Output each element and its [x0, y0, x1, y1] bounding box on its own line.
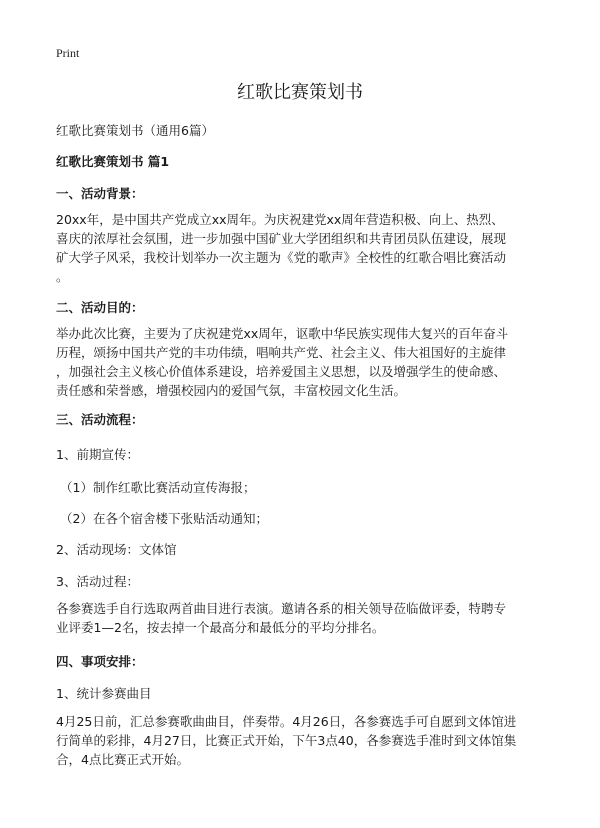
- paragraph-purpose: 举办此次比赛，主要为了庆祝建党xx周年，讴歌中华民族实现伟大复兴的百年奋斗 历程，颂扬中国共产党的丰功伟绩，唱响共产党、社会主义、伟大祖国好的主旋律 ，加强社会主义核心价值体系建设，培养爱国主义思想，以及增强学生的使命感、 责任感和荣誉感，增强校园内的爱国气氛，丰富校园文化生活。: [56, 326, 509, 398]
- process-subitem-notice: （2）在各个宿舍楼下张贴活动通知；: [60, 511, 268, 526]
- arrangement-item-songs: 1、统计参赛曲目: [56, 686, 152, 701]
- process-item-venue: 2、活动现场：文体馆: [56, 542, 177, 557]
- heading-purpose: 二、活动目的：: [56, 300, 144, 315]
- paragraph-procedure: 各参赛选手自行选取两首曲目进行表演。邀请各系的相关领导莅临做评委，特聘专 业评委1—2名，按去掉一个最高分和最低分的平均分排名。: [56, 601, 507, 635]
- process-item-publicity: 1、前期宣传：: [56, 447, 139, 462]
- paragraph-arrangements: 4月25日前，汇总参赛歌曲曲目，伴奏带。4月26日，各参赛选手可自愿到文体馆进 行简单的彩排，4月27日，比赛正式开始，下午3点40，各参赛选手准时到文体馆集 合，4点比赛正式开始。: [56, 714, 517, 767]
- heading-arrangements: 四、事项安排：: [56, 654, 144, 669]
- heading-background: 一、活动背景：: [56, 186, 144, 201]
- process-item-procedure: 3、活动过程：: [56, 574, 139, 589]
- heading-process: 三、活动流程：: [56, 412, 144, 427]
- document-subtitle: 红歌比赛策划书（通用6篇）: [56, 123, 214, 138]
- print-link[interactable]: Print: [56, 46, 80, 60]
- article-heading: 红歌比赛策划书 篇1: [56, 154, 170, 169]
- process-subitem-poster: （1）制作红歌比赛活动宣传海报；: [60, 480, 256, 495]
- paragraph-background: 20xx年，是中国共产党成立xx周年。为庆祝建党xx周年营造积极、向上、热烈、 喜庆的浓厚社会氛围，进一步加强中国矿业大学团组织和共青团员队伍建设，展现 矿大学子风采，我校计划举办一次主题为《党的歌声》全校性的红歌合唱比赛活动 。: [56, 212, 507, 284]
- document-title: 红歌比赛策划书: [237, 82, 363, 103]
